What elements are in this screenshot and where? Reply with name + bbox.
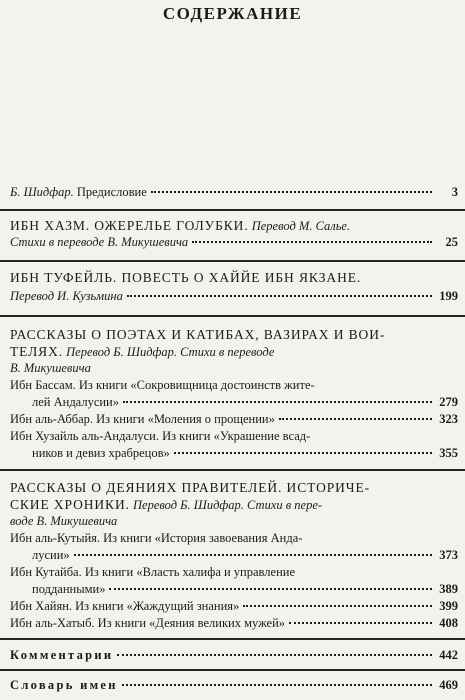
page-number: 25 — [445, 235, 458, 249]
entry-title: Комментарии — [10, 648, 114, 662]
subentry-title: Ибн аль-Кутыйя. Из книги «История завоевания Анда- — [10, 531, 303, 545]
dot-leader — [151, 191, 432, 193]
dot-leader — [122, 684, 432, 686]
translator-credit: Перевод И. Кузьмина — [10, 289, 123, 303]
page-number: 408 — [439, 616, 458, 630]
subentry-title: лусии» — [32, 548, 70, 562]
translator-credit: Перевод М. Салье. — [248, 219, 351, 233]
author-name: Б. Шидфар. — [10, 185, 74, 199]
toc-line — [10, 269, 458, 286]
toc-subentry-ibn-al-abbar[interactable] — [10, 411, 458, 428]
toc-entry-preface[interactable] — [10, 184, 458, 201]
toc-line — [10, 677, 458, 694]
toc-entry-comments[interactable] — [10, 647, 458, 664]
translator-credit: В. Микушевича — [10, 361, 91, 375]
entry-title: РАССКАЗЫ О ПОЭТАХ И КАТИБАХ, ВАЗИРАХ И ВОИ- — [10, 327, 386, 342]
page-number: 442 — [439, 648, 458, 662]
dot-leader — [127, 295, 432, 297]
dot-leader — [174, 452, 432, 454]
page-number: 373 — [439, 548, 458, 562]
section-divider — [0, 260, 465, 262]
page-number: 399 — [439, 599, 458, 613]
toc-line — [10, 360, 458, 377]
toc-line — [10, 288, 458, 305]
dot-leader — [279, 418, 432, 420]
toc-line — [10, 445, 458, 462]
subentry-title: Ибн Хайян. Из книги «Жаждущий знания» — [10, 599, 240, 613]
dot-leader — [109, 588, 432, 590]
subentry-title: Ибн Кутайба. Из книги «Власть халифа и управление — [10, 565, 295, 579]
toc-line — [10, 326, 458, 343]
entry-title: ИБН ТУФЕЙЛЬ. ПОВЕСТЬ О ХАЙЙЕ ИБН ЯКЗАНЕ. — [10, 270, 362, 285]
toc-line — [10, 479, 458, 496]
page-number: 323 — [439, 412, 458, 426]
toc-subentry-ibn-hayyan[interactable] — [10, 598, 458, 615]
subentry-title: Ибн аль-Аббар. Из книги «Моления о прощении» — [10, 412, 275, 426]
page-number: 469 — [439, 678, 458, 692]
toc-subentry-ibn-al-qutiya[interactable] — [10, 530, 458, 547]
entry-title: Словарь имен — [10, 678, 118, 692]
section-divider — [0, 315, 465, 317]
toc-entry-index[interactable] — [10, 677, 458, 694]
subentry-title: подданными» — [32, 582, 106, 596]
section-divider — [0, 669, 465, 671]
toc-subentry-ibn-al-khatib[interactable] — [10, 615, 458, 632]
toc-subentry-ibn-bassam[interactable] — [10, 377, 458, 394]
translator-credit: Стихи в переводе В. Микушевича — [10, 235, 189, 249]
toc-entry-ibn-tufail[interactable] — [10, 269, 458, 305]
toc-line — [10, 647, 458, 664]
page-number: 355 — [439, 446, 458, 460]
toc-line — [10, 581, 458, 598]
translator-credit: воде В. Микушевича — [10, 514, 118, 528]
entry-title: РАССКАЗЫ О ДЕЯНИЯХ ПРАВИТЕЛЕЙ. ИСТОРИЧЕ- — [10, 480, 370, 495]
page-number: 199 — [439, 289, 458, 303]
toc-entry-poets-stories[interactable] — [10, 326, 458, 462]
toc-line — [10, 496, 458, 513]
entry-title: ИБН ХАЗМ. ОЖЕРЕЛЬЕ ГОЛУБКИ. — [10, 218, 249, 233]
subentry-title: лей Андалусии» — [32, 395, 119, 409]
toc-entry-rulers-stories[interactable] — [10, 479, 458, 632]
dot-leader — [192, 241, 432, 243]
page-number: 279 — [439, 395, 458, 409]
dot-leader — [74, 554, 432, 556]
toc-subentry-ibn-qutaiba[interactable] — [10, 564, 458, 581]
translator-credit: Перевод Б. Шидфар. Стихи в переводе — [63, 345, 275, 359]
toc-line — [10, 394, 458, 411]
subentry-title: ников и девиз храбрецов» — [32, 446, 170, 460]
translator-credit: Перевод Б. Шидфар. Стихи в пере- — [129, 498, 323, 512]
subentry-title: Ибн Хузайль аль-Андалуси. Из книги «Украшение всад- — [10, 429, 311, 443]
subentry-title: Ибн аль-Хатыб. Из книги «Деяния великих мужей» — [10, 616, 286, 630]
entry-title: СКИЕ ХРОНИКИ. — [10, 497, 130, 512]
entry-title: ТЕЛЯХ. — [10, 344, 63, 359]
toc-subentry-ibn-huzail[interactable] — [10, 428, 458, 445]
dot-leader — [289, 622, 432, 624]
toc-line — [10, 547, 458, 564]
section-divider — [0, 209, 465, 211]
section-divider — [0, 469, 465, 471]
page-number: 389 — [439, 582, 458, 596]
dot-leader — [123, 401, 432, 403]
section-divider — [0, 638, 465, 640]
dot-leader — [117, 654, 432, 656]
entry-title: Предисловие — [73, 185, 147, 199]
page-number: 3 — [451, 185, 458, 199]
toc-line — [10, 234, 458, 251]
toc-line — [10, 513, 458, 530]
page-title: СОДЕРЖАНИЕ — [162, 4, 303, 23]
toc-line — [10, 217, 458, 234]
dot-leader — [243, 605, 432, 607]
toc-line — [10, 184, 458, 201]
subentry-title: Ибн Бассам. Из книги «Сокровищница достоинств жите- — [10, 378, 315, 392]
toc-entry-ibn-hazm[interactable] — [10, 217, 458, 251]
toc-line — [10, 343, 458, 360]
